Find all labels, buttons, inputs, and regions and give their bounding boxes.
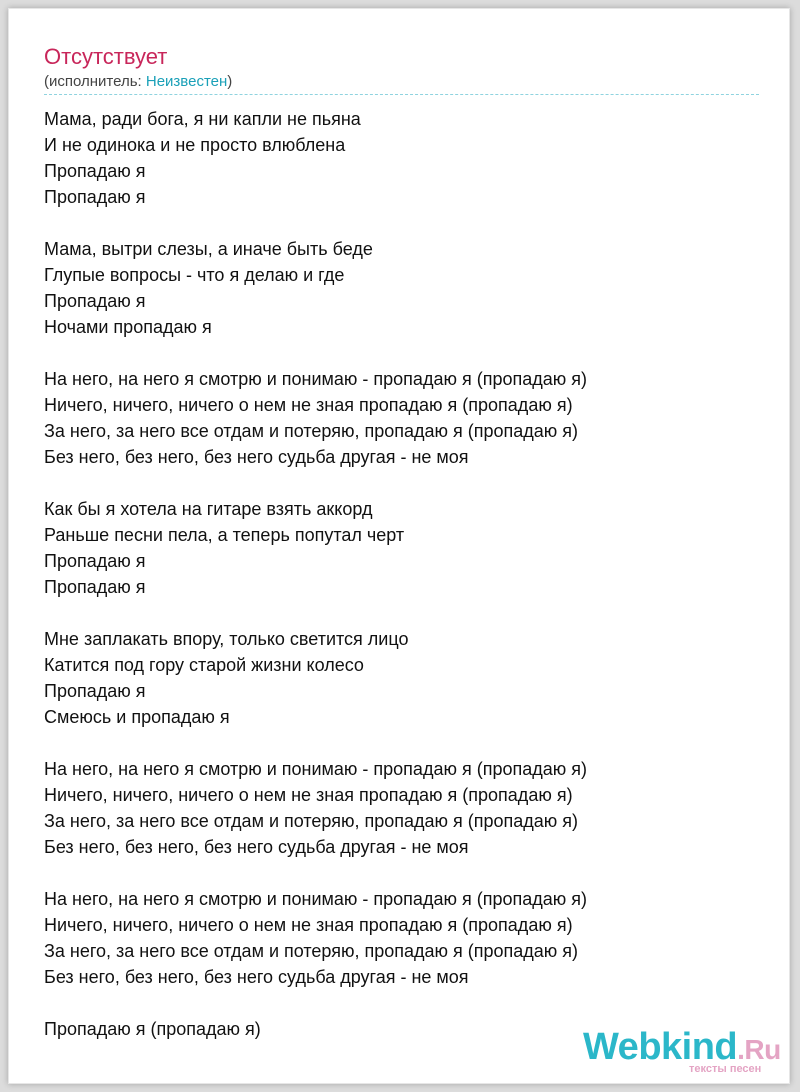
lyric-line: Ночами пропадаю я — [44, 317, 212, 337]
header-divider — [44, 94, 759, 95]
lyric-line: Смеюсь и пропадаю я — [44, 707, 230, 727]
lyric-line: Ничего, ничего, ничего о нем не зная пропадаю я (пропадаю я) — [44, 395, 573, 415]
lyrics-body — [44, 106, 764, 1042]
lyric-line: За него, за него все отдам и потеряю, пропадаю я (пропадаю я) — [44, 941, 579, 961]
lyric-line: За него, за него все отдам и потеряю, пропадаю я (пропадаю я) — [44, 811, 579, 831]
stanza-gap — [44, 730, 764, 756]
lyric-line: Без него, без него, без него судьба другая - не моя — [44, 837, 469, 857]
lyric-line: Мама, ради бога, я ни капли не пьяна — [44, 109, 361, 129]
lyric-line: Ничего, ничего, ничего о нем не зная пропадаю я (пропадаю я) — [44, 785, 573, 805]
stanza-gap — [44, 990, 764, 1016]
lyric-line: Раньше песни пела, а теперь попутал черт — [44, 525, 405, 545]
lyric-line: Как бы я хотела на гитаре взять аккорд — [44, 499, 373, 519]
logo-tagline: тексты песен — [689, 1063, 762, 1075]
song-title: Отсутствует — [44, 44, 168, 69]
lyric-line: На него, на него я смотрю и понимаю - пропадаю я (пропадаю я) — [44, 759, 587, 779]
lyric-line: Пропадаю я — [44, 291, 146, 311]
lyric-line: Глупые вопросы - что я делаю и где — [44, 265, 345, 285]
lyric-line: Пропадаю я — [44, 681, 146, 701]
lyric-line: Катится под гору старой жизни колесо — [44, 655, 364, 675]
stanza-gap — [44, 470, 764, 496]
stanza-gap — [44, 340, 764, 366]
lyric-line: Мне заплакать впору, только светится лицо — [44, 629, 409, 649]
logo-main: Webkind — [583, 1026, 738, 1068]
artist-suffix: ) — [227, 73, 233, 90]
lyric-line: Пропадаю я — [44, 161, 146, 181]
lyrics-page — [8, 8, 790, 1084]
artist-line — [44, 73, 232, 91]
stanza-gap — [44, 860, 764, 886]
lyric-line: Ничего, ничего, ничего о нем не зная пропадаю я (пропадаю я) — [44, 915, 573, 935]
logo-suffix: .Ru — [737, 1034, 781, 1065]
lyric-line: Мама, вытри слезы, а иначе быть беде — [44, 239, 373, 259]
artist-prefix: (исполнитель: — [44, 73, 146, 90]
lyric-line: Без него, без него, без него судьба другая - не моя — [44, 967, 469, 987]
lyric-line: За него, за него все отдам и потеряю, пропадаю я (пропадаю я) — [44, 421, 579, 441]
stanza-gap — [44, 210, 764, 236]
lyric-line: Пропадаю я — [44, 187, 146, 207]
artist-link[interactable]: Неизвестен — [145, 73, 228, 90]
lyric-line: На него, на него я смотрю и понимаю - пропадаю я (пропадаю я) — [44, 369, 587, 389]
lyric-line: И не одинока и не просто влюблена — [44, 135, 346, 155]
lyric-line: На него, на него я смотрю и понимаю - пропадаю я (пропадаю я) — [44, 889, 587, 909]
lyric-line: Пропадаю я — [44, 551, 146, 571]
lyric-line: Пропадаю я (пропадаю я) — [44, 1019, 261, 1039]
lyric-line: Пропадаю я — [44, 577, 146, 597]
stanza-gap — [44, 600, 764, 626]
lyric-line: Без него, без него, без него судьба другая - не моя — [44, 447, 469, 467]
